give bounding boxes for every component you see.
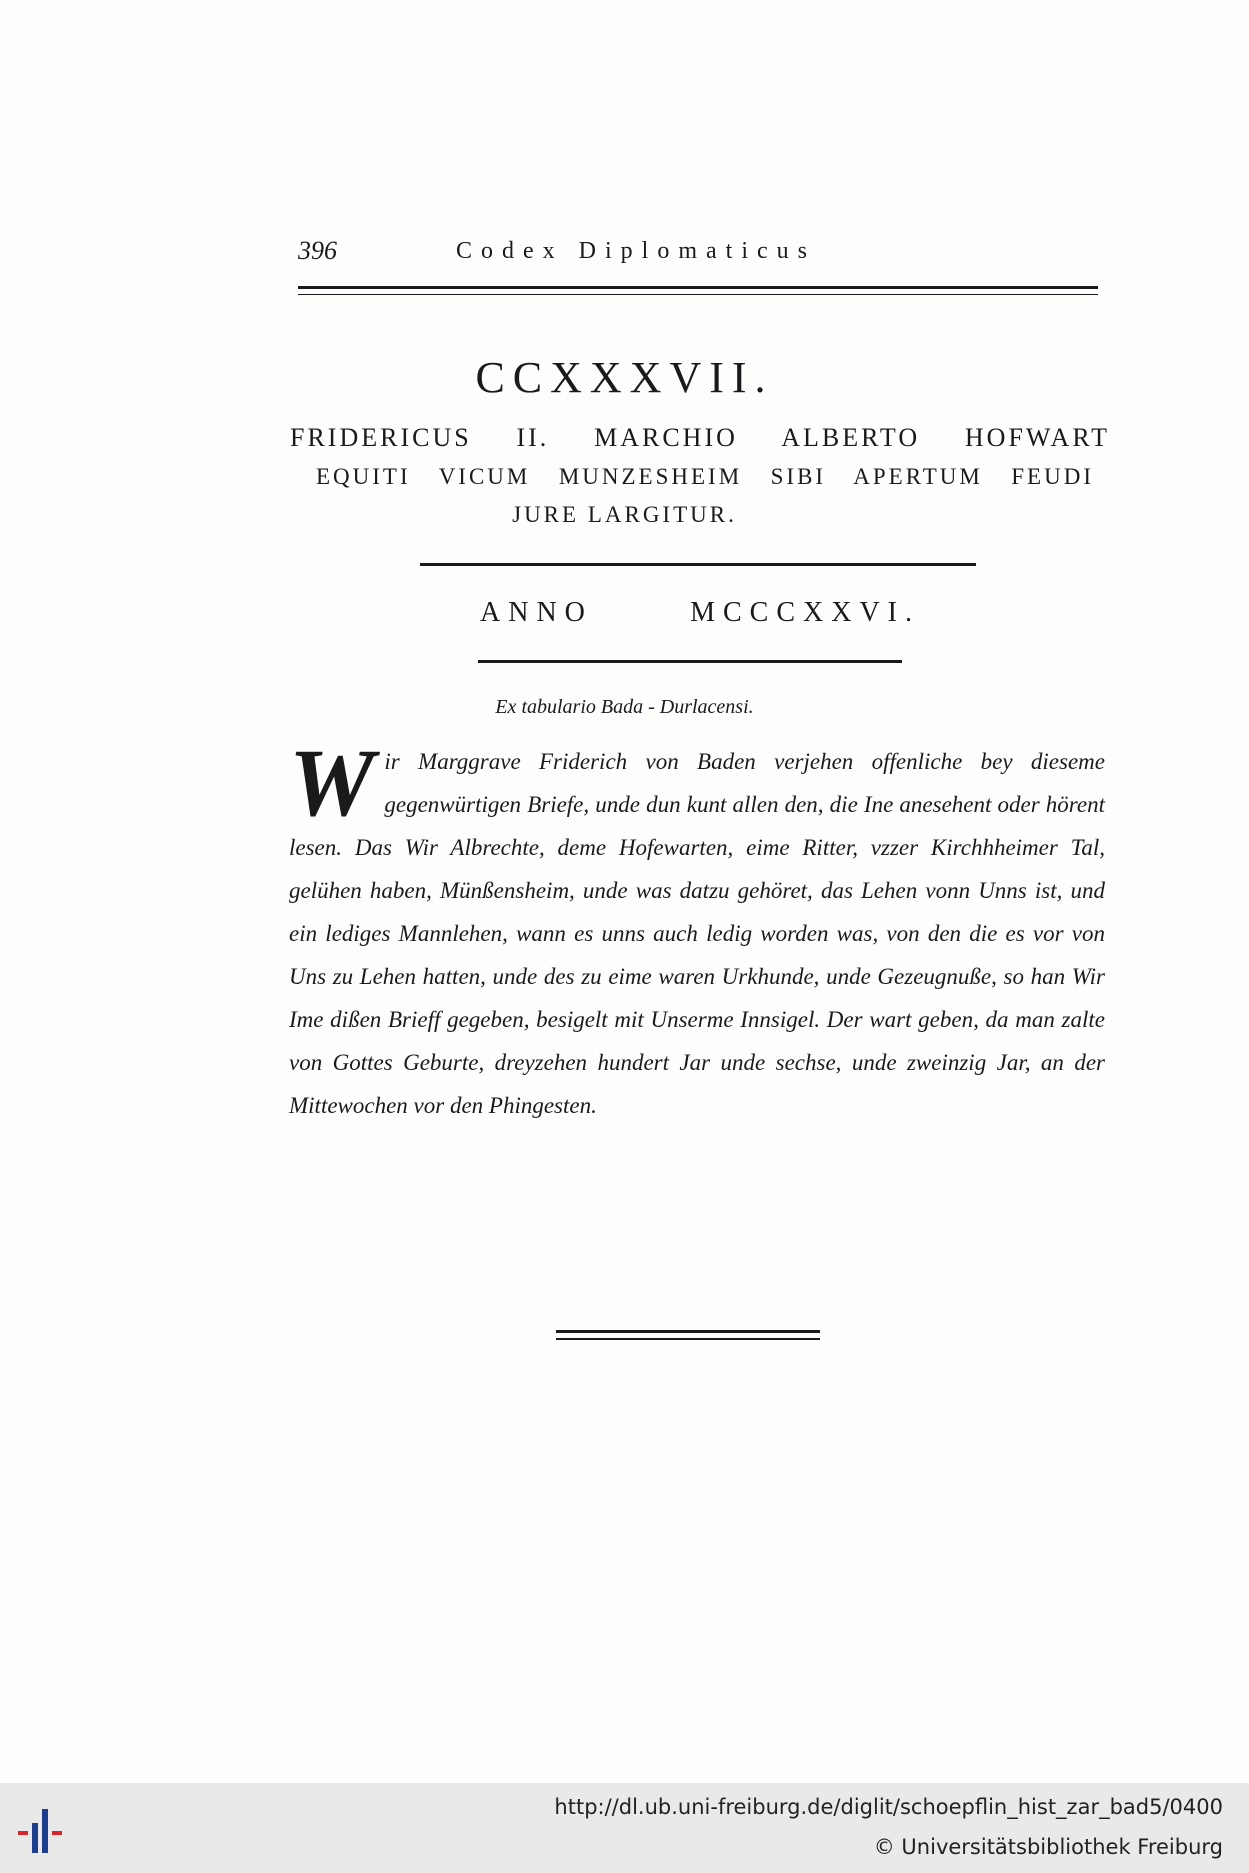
page-url-link[interactable]: http://dl.ub.uni-freiburg.de/diglit/schoepflin_hist_zar_bad5/0400 [554,1795,1223,1819]
footer-bar [0,1783,1249,1873]
drop-cap: W [289,729,375,836]
title-rule [420,563,976,566]
header-rule [298,286,1098,289]
source-note: Ex tabulario Bada - Durlacensi. [495,696,754,718]
document-number: CCXXXVII. [475,353,774,402]
library-logo-icon [18,1809,78,1859]
title-line-3: JURE LARGITUR. [512,502,737,527]
end-rule-thin [556,1338,820,1340]
charter-text [289,729,1105,1127]
anno-rule [478,660,902,663]
title-line-1: FRIDERICUS II. MARCHIO ALBERTO HOFWART [290,423,1110,452]
page-number: 396 [298,236,337,265]
title-line-2: EQUITI VICUM MUNZESHEIM SIBI APERTUM FEUDI [316,464,1094,489]
copyright-text: © Universitätsbibliothek Freiburg [873,1835,1223,1859]
end-rule [556,1330,820,1333]
running-head: Codex Diplomaticus [456,238,816,264]
page-header [298,236,1098,266]
anno-heading: ANNO MCCCXXVI. [480,597,920,628]
charter-body: ir Marggrave Friderich von Baden verjehen offenliche bey dieseme gegenwürtigen Briefe, unde dun kunt allen den, die Ine anesehent oder hörent lesen. Das Wir Albrechte, deme Hofewarten, eime Ritter, vzzer Kirchhheimer Tal, gelühen haben, Münßensheim, unde was datzu gehöret, das Lehen vonn Unns ist, und ein lediges Mannlehen, wann es unns auch ledig worden was, von den die es vor von Uns zu Lehen hatten, unde des zu eime waren Urkhunde, unde Gezeugnuße, so han Wir Ime dißen Brieff gegeben, besigelt mit Unserme Innsigel. Der wart geben, da man zalte von Gottes Geburte, dreyzehen hundert Jar unde sechse, unde zweinzig Jar, an der Mittewochen vor den Phingesten. [289,749,1105,1118]
header-rule-thin [298,294,1098,295]
